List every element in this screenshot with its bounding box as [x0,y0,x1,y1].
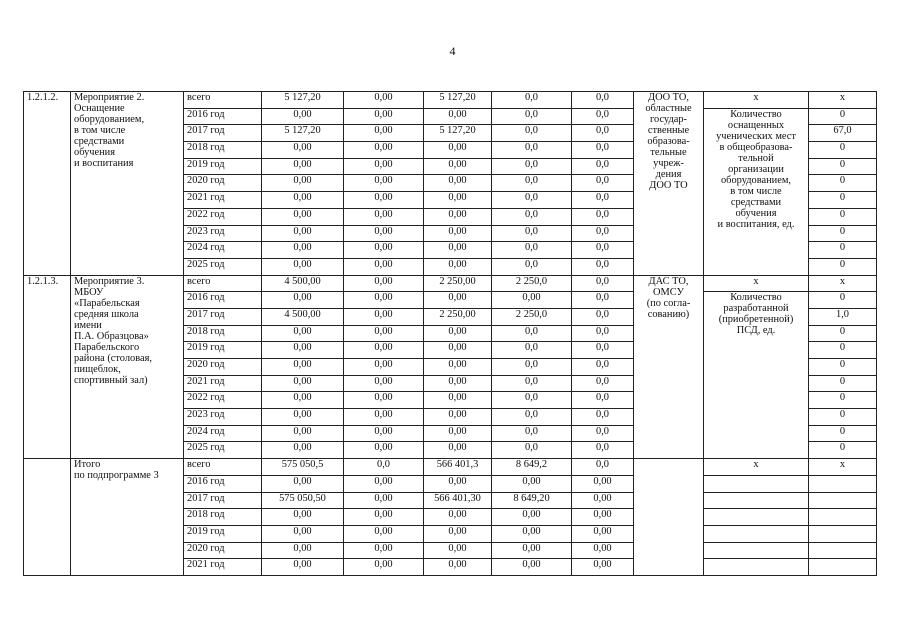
amount-cell-c2: 0,00 [344,559,424,576]
amount-cell-c4: 0,0 [492,392,572,409]
year-cell: 2019 год [184,342,262,359]
amount-cell-c3: 5 127,20 [424,125,492,142]
amount-cell-c3: 0,00 [424,325,492,342]
indicator-value-empty-cell [809,475,877,492]
amount-cell-c2: 0,00 [344,475,424,492]
measure-code: 1.2.1.3. [24,275,71,459]
year-cell: 2023 год [184,409,262,426]
amount-cell-c5: 0,0 [572,158,634,175]
amount-cell-c1: 0,00 [262,158,344,175]
amount-cell-c1: 0,00 [262,525,344,542]
indicator-value-cell: 0 [809,192,877,209]
measure-name: Мероприятие 3. МБОУ «Парабельская средняя школа имени П.А. Образцова» Парабельского района (столовая, пищеблок, спортивный зал) [71,275,184,459]
amount-cell-c2: 0,00 [344,509,424,526]
amount-cell-c3: 0,00 [424,175,492,192]
amount-cell-c1: 0,00 [262,192,344,209]
amount-cell-c3: 0,00 [424,442,492,459]
indicator-empty-cell [704,542,809,559]
year-cell: всего [184,92,262,109]
indicator-name-cell: Количество разработанной (приобретенной) ПСД, ед. [704,292,809,459]
amount-cell-c3: 0,00 [424,525,492,542]
amount-cell-c4: 0,00 [492,542,572,559]
amount-cell-c5: 0,0 [572,425,634,442]
amount-cell-c5: 0,0 [572,459,634,476]
amount-cell-c3: 0,00 [424,242,492,259]
year-cell: 2020 год [184,175,262,192]
amount-cell-c2: 0,00 [344,342,424,359]
amount-cell-c2: 0,00 [344,392,424,409]
amount-cell-c1: 0,00 [262,559,344,576]
amount-cell-c4: 0,00 [492,292,572,309]
indicator-name-cell: Количество оснащенных ученических мест в общеобразова- тельной организации оборудованием, в том числе средствами обучения и воспитания, ед. [704,108,809,275]
year-cell: 2020 год [184,542,262,559]
amount-cell-c1: 0,00 [262,359,344,376]
amount-cell-c3: 0,00 [424,559,492,576]
amount-cell-c4: 0,0 [492,242,572,259]
amount-cell-c1: 5 127,20 [262,92,344,109]
amount-cell-c5: 0,0 [572,325,634,342]
amount-cell-c1: 0,00 [262,175,344,192]
amount-cell-c2: 0,00 [344,275,424,292]
indicator-x-cell: х [704,459,809,476]
amount-cell-c3: 0,00 [424,375,492,392]
indicator-x-cell: х [704,92,809,109]
year-cell: 2018 год [184,142,262,159]
amount-cell-c1: 4 500,00 [262,308,344,325]
indicator-empty-cell [704,559,809,576]
year-cell: 2018 год [184,325,262,342]
amount-cell-c3: 2 250,00 [424,308,492,325]
indicator-value-cell: х [809,92,877,109]
amount-cell-c5: 0,0 [572,392,634,409]
amount-cell-c1: 5 127,20 [262,125,344,142]
amount-cell-c4: 0,0 [492,225,572,242]
amount-cell-c3: 0,00 [424,192,492,209]
indicator-empty-cell [704,492,809,509]
amount-cell-c1: 0,00 [262,342,344,359]
amount-cell-c3: 2 250,00 [424,275,492,292]
amount-cell-c2: 0,00 [344,409,424,426]
amount-cell-c3: 0,00 [424,158,492,175]
indicator-value-cell: 0 [809,242,877,259]
indicator-value-cell: х [809,459,877,476]
amount-cell-c4: 0,0 [492,375,572,392]
amount-cell-c1: 0,00 [262,375,344,392]
amount-cell-c4: 0,00 [492,525,572,542]
amount-cell-c2: 0,00 [344,292,424,309]
total-name: Итого по подпрограмме 3 [71,459,184,576]
indicator-value-cell: 0 [809,158,877,175]
indicator-empty-cell [704,525,809,542]
executor-cell: ДОО ТО, областные государ- ственные образова- тельные учреж- дения ДОО ТО [634,92,704,276]
indicator-value-empty-cell [809,525,877,542]
indicator-value-cell: 0 [809,225,877,242]
indicator-value-cell: 0 [809,342,877,359]
indicator-value-empty-cell [809,492,877,509]
amount-cell-c1: 575 050,50 [262,492,344,509]
amount-cell-c1: 0,00 [262,509,344,526]
indicator-value-empty-cell [809,559,877,576]
executor-cell: ДАС ТО, ОМСУ (по согла- сованию) [634,275,704,459]
indicator-x-cell: х [704,275,809,292]
indicator-value-cell: 0 [809,175,877,192]
indicator-value-cell: 0 [809,425,877,442]
amount-cell-c3: 0,00 [424,292,492,309]
indicator-value-cell: 0 [809,142,877,159]
amount-cell-c3: 5 127,20 [424,92,492,109]
year-cell: 2021 год [184,559,262,576]
amount-cell-c5: 0,0 [572,125,634,142]
amount-cell-c5: 0,0 [572,292,634,309]
amount-cell-c2: 0,00 [344,242,424,259]
amount-cell-c4: 0,0 [492,192,572,209]
amount-cell-c4: 2 250,0 [492,275,572,292]
amount-cell-c5: 0,0 [572,308,634,325]
indicator-value-cell: х [809,275,877,292]
year-cell: 2023 год [184,225,262,242]
amount-cell-c3: 0,00 [424,475,492,492]
year-cell: 2021 год [184,192,262,209]
year-cell: 2021 год [184,375,262,392]
indicator-value-cell: 1,0 [809,308,877,325]
indicator-value-empty-cell [809,509,877,526]
year-cell: 2016 год [184,292,262,309]
year-cell: 2017 год [184,308,262,325]
amount-cell-c3: 0,00 [424,208,492,225]
amount-cell-c4: 0,00 [492,559,572,576]
amount-cell-c3: 0,00 [424,509,492,526]
measure-code: 1.2.1.2. [24,92,71,276]
year-cell: 2019 год [184,525,262,542]
year-cell: 2022 год [184,392,262,409]
amount-cell-c5: 0,0 [572,409,634,426]
amount-cell-c2: 0,00 [344,92,424,109]
amount-cell-c5: 0,00 [572,492,634,509]
year-cell: 2016 год [184,475,262,492]
amount-cell-c2: 0,00 [344,492,424,509]
year-cell: 2022 год [184,208,262,225]
indicator-value-cell: 0 [809,392,877,409]
amount-cell-c2: 0,00 [344,442,424,459]
total-code-cell [24,459,71,576]
indicator-value-cell: 0 [809,375,877,392]
amount-cell-c4: 8 649,2 [492,459,572,476]
amount-cell-c3: 0,00 [424,542,492,559]
amount-cell-c5: 0,0 [572,225,634,242]
amount-cell-c5: 0,0 [572,275,634,292]
table-row [24,275,877,292]
amount-cell-c3: 0,00 [424,409,492,426]
indicator-value-cell: 0 [809,325,877,342]
indicator-empty-cell [704,475,809,492]
amount-cell-c2: 0,00 [344,158,424,175]
total-executor-cell [634,459,704,576]
amount-cell-c1: 0,00 [262,225,344,242]
amount-cell-c2: 0,00 [344,425,424,442]
amount-cell-c5: 0,00 [572,542,634,559]
amount-cell-c4: 0,0 [492,325,572,342]
year-cell: 2019 год [184,158,262,175]
amount-cell-c1: 0,00 [262,142,344,159]
indicator-value-cell: 0 [809,108,877,125]
amount-cell-c5: 0,0 [572,192,634,209]
indicator-value-cell: 0 [809,359,877,376]
amount-cell-c4: 0,00 [492,475,572,492]
amount-cell-c3: 566 401,30 [424,492,492,509]
amount-cell-c4: 2 250,0 [492,308,572,325]
year-cell: 2025 год [184,258,262,275]
budget-table-body [24,92,877,576]
measure-name: Мероприятие 2. Оснащение оборудованием, в том числе средствами обучения и воспитания [71,92,184,276]
budget-table [23,91,877,576]
amount-cell-c4: 0,0 [492,158,572,175]
amount-cell-c2: 0,00 [344,125,424,142]
amount-cell-c4: 0,0 [492,359,572,376]
amount-cell-c1: 0,00 [262,392,344,409]
amount-cell-c5: 0,0 [572,208,634,225]
year-cell: 2020 год [184,359,262,376]
amount-cell-c2: 0,00 [344,359,424,376]
amount-cell-c1: 0,00 [262,475,344,492]
amount-cell-c5: 0,00 [572,525,634,542]
amount-cell-c4: 0,0 [492,92,572,109]
amount-cell-c2: 0,00 [344,542,424,559]
year-cell: 2018 год [184,509,262,526]
amount-cell-c5: 0,0 [572,242,634,259]
amount-cell-c3: 0,00 [424,425,492,442]
table-row [24,459,877,476]
amount-cell-c3: 0,00 [424,258,492,275]
amount-cell-c4: 0,0 [492,258,572,275]
year-cell: 2024 год [184,242,262,259]
amount-cell-c3: 0,00 [424,342,492,359]
amount-cell-c2: 0,00 [344,325,424,342]
amount-cell-c4: 0,0 [492,175,572,192]
amount-cell-c2: 0,00 [344,108,424,125]
amount-cell-c1: 0,00 [262,242,344,259]
amount-cell-c4: 0,0 [492,409,572,426]
indicator-empty-cell [704,509,809,526]
year-cell: 2025 год [184,442,262,459]
amount-cell-c5: 0,00 [572,559,634,576]
amount-cell-c1: 4 500,00 [262,275,344,292]
amount-cell-c2: 0,00 [344,175,424,192]
indicator-value-cell: 0 [809,409,877,426]
amount-cell-c5: 0,0 [572,359,634,376]
amount-cell-c2: 0,0 [344,459,424,476]
amount-cell-c4: 0,0 [492,125,572,142]
amount-cell-c3: 0,00 [424,108,492,125]
amount-cell-c2: 0,00 [344,208,424,225]
indicator-value-cell: 0 [809,258,877,275]
year-cell: 2016 год [184,108,262,125]
indicator-value-cell: 67,0 [809,125,877,142]
amount-cell-c5: 0,0 [572,442,634,459]
amount-cell-c1: 0,00 [262,292,344,309]
amount-cell-c2: 0,00 [344,308,424,325]
year-cell: 2024 год [184,425,262,442]
amount-cell-c2: 0,00 [344,192,424,209]
amount-cell-c3: 0,00 [424,142,492,159]
amount-cell-c2: 0,00 [344,375,424,392]
amount-cell-c1: 0,00 [262,108,344,125]
amount-cell-c4: 0,0 [492,342,572,359]
amount-cell-c5: 0,0 [572,175,634,192]
amount-cell-c4: 8 649,20 [492,492,572,509]
amount-cell-c1: 575 050,5 [262,459,344,476]
amount-cell-c5: 0,00 [572,509,634,526]
amount-cell-c1: 0,00 [262,325,344,342]
amount-cell-c5: 0,0 [572,375,634,392]
amount-cell-c4: 0,0 [492,208,572,225]
indicator-value-cell: 0 [809,208,877,225]
amount-cell-c3: 566 401,3 [424,459,492,476]
amount-cell-c4: 0,0 [492,442,572,459]
amount-cell-c1: 0,00 [262,258,344,275]
amount-cell-c4: 0,0 [492,108,572,125]
amount-cell-c3: 0,00 [424,392,492,409]
year-cell: 2017 год [184,492,262,509]
year-cell: всего [184,275,262,292]
year-cell: всего [184,459,262,476]
amount-cell-c4: 0,00 [492,509,572,526]
amount-cell-c3: 0,00 [424,225,492,242]
amount-cell-c2: 0,00 [344,258,424,275]
amount-cell-c1: 0,00 [262,542,344,559]
indicator-value-empty-cell [809,542,877,559]
amount-cell-c1: 0,00 [262,208,344,225]
amount-cell-c5: 0,0 [572,142,634,159]
amount-cell-c5: 0,0 [572,92,634,109]
amount-cell-c2: 0,00 [344,142,424,159]
page-number: 4 [449,44,456,58]
amount-cell-c4: 0,0 [492,425,572,442]
indicator-value-cell: 0 [809,442,877,459]
amount-cell-c2: 0,00 [344,225,424,242]
amount-cell-c2: 0,00 [344,525,424,542]
amount-cell-c3: 0,00 [424,359,492,376]
year-cell: 2017 год [184,125,262,142]
amount-cell-c5: 0,00 [572,475,634,492]
amount-cell-c1: 0,00 [262,409,344,426]
amount-cell-c5: 0,0 [572,342,634,359]
amount-cell-c1: 0,00 [262,425,344,442]
indicator-value-cell: 0 [809,292,877,309]
amount-cell-c4: 0,0 [492,142,572,159]
table-row [24,92,877,109]
amount-cell-c5: 0,0 [572,258,634,275]
amount-cell-c1: 0,00 [262,442,344,459]
amount-cell-c5: 0,0 [572,108,634,125]
